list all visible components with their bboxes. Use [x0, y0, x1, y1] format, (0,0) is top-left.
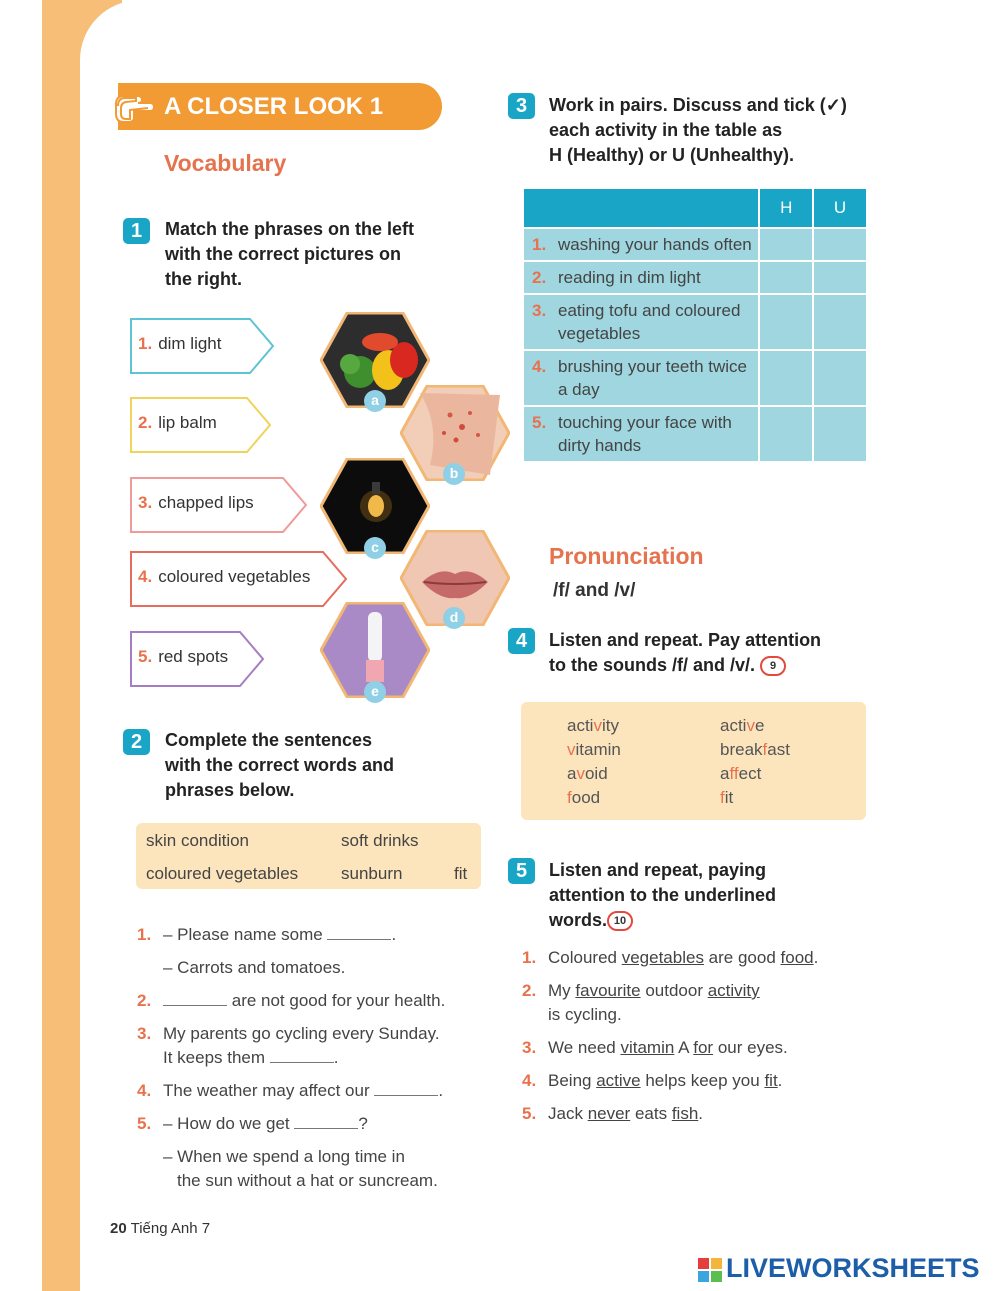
table-row: 3. eating tofu and coloured vegetables: [524, 295, 866, 349]
sentence-line: 3. My parents go cycling every Sunday.: [137, 1024, 440, 1043]
sentence-line: the sun without a hat or suncream.: [177, 1171, 438, 1190]
pointing-hand-icon: [112, 86, 156, 126]
answer-blank[interactable]: [294, 1114, 358, 1129]
word-option: skin condition: [146, 831, 250, 850]
pron-word: food: [567, 788, 601, 807]
table-row: 1. washing your hands often: [524, 229, 866, 260]
sentence-line: is cycling.: [548, 1005, 622, 1024]
picture-letter-b: b: [443, 463, 465, 485]
banner-title: A CLOSER LOOK 1: [164, 93, 384, 120]
sentence-line: 3. We need vitamin A for our eyes.: [522, 1038, 788, 1057]
exercise-2-badge: 2: [123, 729, 150, 755]
page-footer: [110, 1220, 210, 1237]
picture-letter-e: e: [364, 681, 386, 703]
sentence-line: 4. The weather may affect our .: [137, 1081, 444, 1100]
exercise-1-badge: 1: [123, 218, 150, 244]
picture-letter-c: c: [364, 537, 386, 559]
tick-cell-u[interactable]: [814, 262, 866, 293]
pronunciation-sounds: /f/ and /v/: [553, 580, 636, 601]
sentence-line: – Carrots and tomatoes.: [163, 958, 346, 977]
tick-cell-h[interactable]: [760, 262, 812, 293]
pron-word: vitamin: [567, 740, 621, 759]
exercise-3-badge: 3: [508, 93, 535, 119]
table-row: 2. reading in dim light: [524, 262, 866, 293]
phrase-tag-1[interactable]: 1. dim light: [130, 318, 275, 370]
pron-word: avoid: [567, 764, 608, 783]
audio-track-icon[interactable]: 9: [760, 656, 786, 676]
pron-word: activity: [567, 716, 619, 735]
vocabulary-title: Vocabulary: [164, 150, 287, 176]
pron-word: active: [720, 716, 765, 735]
word-option: soft drinks: [341, 831, 419, 850]
tick-cell-u[interactable]: [814, 229, 866, 260]
exercise-3-heading: Work in pairs. Discuss and tick (✓) each activity in the table as H (Healthy) or U (Unhealthy).: [549, 95, 847, 165]
exercise-2-heading: Complete the sentences with the correct words and phrases below.: [165, 730, 395, 800]
sentence-line: 5. – How do we get ?: [137, 1114, 368, 1133]
exercise-5-sentences: [522, 946, 882, 1126]
health-table: [522, 187, 868, 463]
phrase-tag-2[interactable]: 2. lip balm: [130, 397, 272, 449]
pronunciation-word-box: [521, 702, 866, 820]
tick-cell-u[interactable]: [814, 351, 866, 405]
sentence-line: 5. Jack never eats fish.: [522, 1104, 704, 1123]
word-box: [136, 823, 481, 889]
pron-word: affect: [720, 764, 762, 783]
sentence-line: 1. – Please name some .: [137, 925, 397, 944]
tick-cell-h[interactable]: [760, 295, 812, 349]
sentence-line: 4. Being active helps keep you fit.: [522, 1071, 783, 1090]
table-row: 5. touching your face with dirty hands: [524, 407, 866, 461]
answer-blank[interactable]: [374, 1081, 438, 1096]
header-u: U: [814, 189, 866, 227]
liveworksheets-brand: LIVEWORKSHEETS: [726, 1253, 980, 1283]
word-option: coloured vegetables: [146, 864, 299, 883]
sentence-line: 2. are not good for your health.: [137, 991, 446, 1010]
exercise-2-sentences: [137, 923, 482, 1193]
picture-letter-d: d: [443, 607, 465, 629]
phrase-tag-3[interactable]: 3. chapped lips: [130, 477, 308, 529]
exercise-1-heading: Match the phrases on the left with the correct pictures on the right.: [165, 219, 415, 289]
audio-track-icon[interactable]: 10: [607, 911, 633, 931]
answer-blank[interactable]: [327, 925, 391, 940]
sentence-line: – When we spend a long time in: [163, 1147, 405, 1166]
page-number: 20: [110, 1220, 127, 1237]
section-banner: [118, 83, 442, 130]
book-title: Tiếng Anh 7: [130, 1220, 211, 1237]
pron-word: fit: [720, 788, 734, 807]
exercise-4-badge: 4: [508, 628, 535, 654]
pronunciation-title: Pronunciation: [549, 543, 704, 569]
exercise-4-heading: Listen and repeat. Pay attention to the sounds /f/ and /v/. 9: [549, 630, 822, 675]
phrase-tag-5[interactable]: 5. red spots: [130, 631, 265, 683]
answer-blank[interactable]: [163, 991, 227, 1006]
tick-cell-h[interactable]: [760, 407, 812, 461]
table-row: 4. brushing your teeth twice a day: [524, 351, 866, 405]
tick-cell-h[interactable]: [760, 351, 812, 405]
sentence-line: 1. Coloured vegetables are good food.: [522, 948, 819, 967]
phrase-tag-4[interactable]: 4. coloured vegetables: [130, 551, 348, 603]
header-h: H: [760, 189, 812, 227]
table-header-row: [524, 189, 866, 227]
liveworksheets-logo-icon: [697, 1257, 723, 1283]
exercise-5-badge: 5: [508, 858, 535, 884]
answer-blank[interactable]: [270, 1048, 334, 1063]
sentence-line: It keeps them .: [163, 1048, 339, 1067]
exercise-5-heading: Listen and repeat, paying attention to the underlined words. 10: [549, 860, 776, 930]
tick-cell-u[interactable]: [814, 295, 866, 349]
sentence-line: 2. My favourite outdoor activity: [522, 981, 760, 1000]
picture-letter-a: a: [364, 390, 386, 412]
tick-cell-h[interactable]: [760, 229, 812, 260]
word-option: sunburn: [341, 864, 403, 883]
pron-word: breakfast: [720, 740, 790, 759]
header-blank-cell: [524, 189, 758, 227]
tick-cell-u[interactable]: [814, 407, 866, 461]
word-option: fit: [454, 864, 468, 883]
